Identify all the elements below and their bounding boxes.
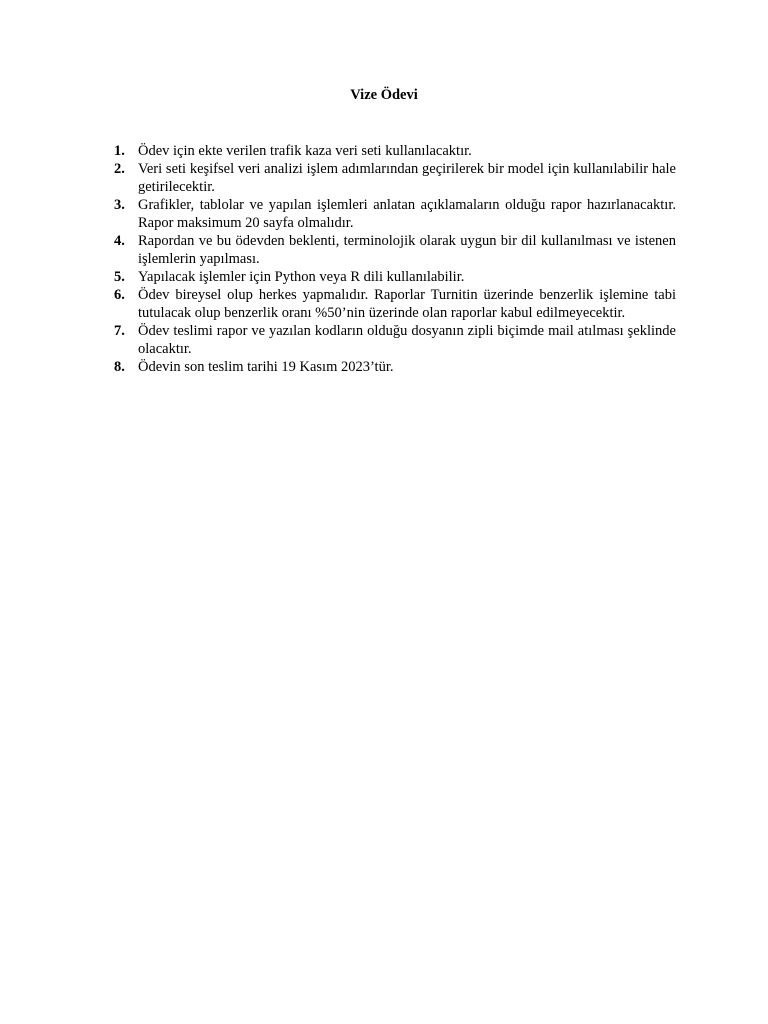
item-text: Veri seti keşifsel veri analizi işlem adımlarından geçirilerek bir model için kullanılabilir hale getirilecektir. — [138, 161, 676, 195]
item-number: 3. — [114, 197, 125, 213]
item-text: Ödevin son teslim tarihi 19 Kasım 2023’tür. — [138, 359, 394, 375]
item-text: Yapılacak işlemler için Python veya R dili kullanılabilir. — [138, 269, 465, 285]
item-number: 7. — [114, 323, 125, 339]
list-item — [112, 160, 676, 196]
item-number: 5. — [114, 269, 125, 285]
item-text: Rapordan ve bu ödevden beklenti, terminolojik olarak uygun bir dil kullanılması ve istenen işlemlerin yapılması. — [138, 233, 676, 267]
list-item — [112, 268, 676, 286]
list-item — [112, 196, 676, 232]
item-number: 2. — [114, 161, 125, 177]
item-text: Ödev bireysel olup herkes yapmalıdır. Raporlar Turnitin üzerinde benzerlik işlemine tabi tutulacak olup benzerlik oranı %50’nin üzerinde olan raporlar kabul edilmeyecektir. — [138, 287, 676, 321]
list-item — [112, 358, 676, 376]
assignment-list — [112, 142, 676, 376]
list-item — [112, 286, 676, 322]
item-number: 1. — [114, 143, 125, 159]
item-number: 4. — [114, 233, 125, 249]
item-text: Ödev teslimi rapor ve yazılan kodların olduğu dosyanın zipli biçimde mail atılması şeklinde olacaktır. — [138, 323, 676, 357]
item-text: Grafikler, tablolar ve yapılan işlemleri anlatan açıklamaların olduğu rapor hazırlanacaktır. Rapor maksimum 20 sayfa olmalıdır. — [138, 197, 676, 231]
list-item — [112, 232, 676, 268]
list-item — [112, 142, 676, 160]
item-number: 8. — [114, 359, 125, 375]
item-text: Ödev için ekte verilen trafik kaza veri seti kullanılacaktır. — [138, 143, 472, 159]
document-title: Vize Ödevi — [350, 87, 418, 103]
list-item — [112, 322, 676, 358]
item-number: 6. — [114, 287, 125, 303]
